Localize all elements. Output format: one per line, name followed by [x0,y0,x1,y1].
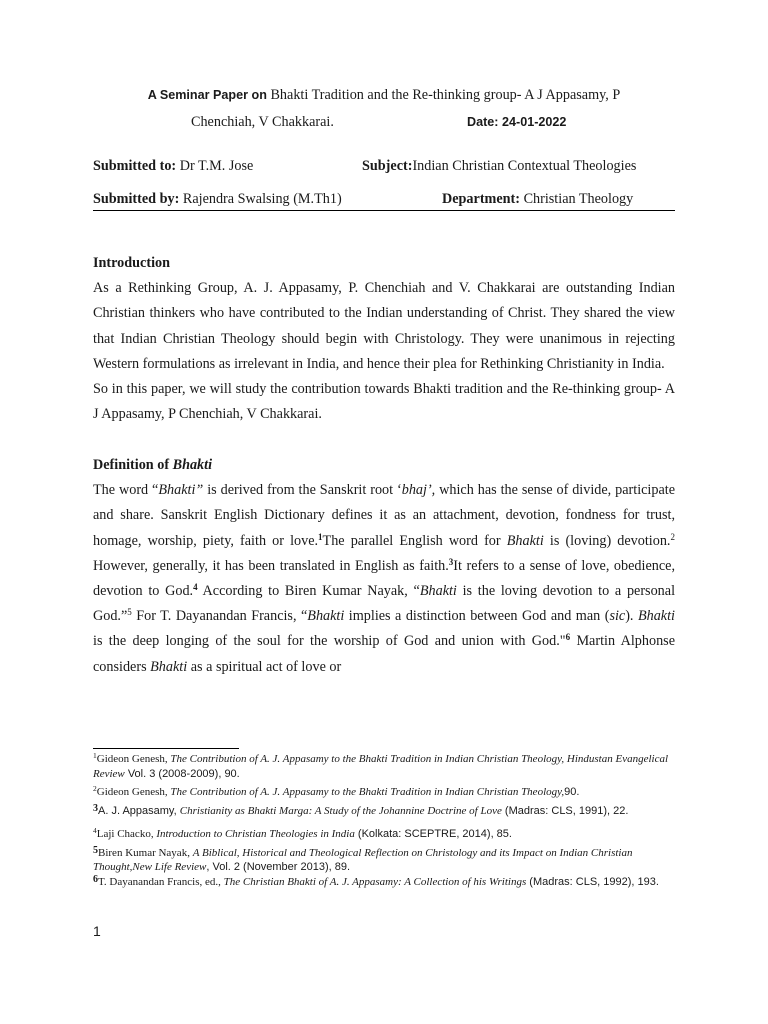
department-value: Christian Theology [523,191,634,207]
footnote-text: , Vol. 2 (November 2013), 89. [206,861,351,873]
introduction-paragraph-1: As a Rethinking Group, A. J. Appasamy, P. Chenchiah and V. Chakkarai are outstanding Indian Christian thinkers who have contributed to the Indian understanding of Christ. They shared the view that Indian Christian Theology should begin with Christology. They were unanimous in rejecting Western formulations as irrelevant in India, and hence their plea for Rethinking Christianity in India. [93,280,675,372]
footnote-4 [93,827,675,842]
italic-run: Bhakti [150,658,188,675]
footnote-3 [93,804,675,819]
introduction-heading: Introduction [93,255,170,271]
footnote-text: Biren Kumar Nayak, [98,846,193,859]
footnote-title: The Contribution of A. J. Appasamy to the Bhakti Tradition in Indian Christian Theology, [170,786,565,798]
footnote-5 [93,846,675,875]
footnote-title: Introduction to Christian Theologies in India [156,828,355,840]
text-run: However, generally, it has been translated in English as faith. [93,557,449,574]
footnote-text: A. J. Appasamy, [98,804,180,817]
footnote-1 [93,752,675,781]
text-run: Martin Alphonse considers [93,633,675,675]
text-run: is the deep longing of the soul for the worship of God and union with God." [93,633,566,650]
footnote-text: 90. [564,786,580,798]
submitted-to-row [93,158,253,175]
footnote-text: (Madras: CLS, 1992), 193. [526,875,659,888]
footnote-number: 5 [93,844,98,856]
footnote-2 [93,785,675,800]
footnote-ref-5[interactable]: 5 [127,607,132,618]
subject-value: Indian Christian Contextual Theologies [412,158,637,174]
footnote-ref-4[interactable]: 4 [193,581,198,592]
spacer [93,427,675,453]
title-lead: A Seminar Paper on [147,88,267,102]
submitted-to-label: Submitted to: [93,158,177,174]
department-row [442,191,633,208]
submitted-by-value: Rajendra Swalsing (M.Th1) [182,191,342,207]
footnote-ref-2[interactable]: 2 [670,531,675,542]
submitted-to-value: Dr T.M. Jose [179,158,254,174]
introduction-paragraph-2: So in this paper, we will study the contribution towards Bhakti tradition and the Re-thinking group- A J Appasamy, P Chenchiah, V Chakkarai. [93,381,675,423]
footnote-text: Vol. 3 (2008-2009), 90. [124,767,240,780]
definition-paragraph [93,478,675,680]
italic-run: Bhakti [419,582,457,599]
date-label: Date: 24-01-2022 [467,115,567,129]
text-run: is (loving) devotion. [543,532,671,549]
definition-heading-italic: Bhakti [172,456,213,473]
italic-run: bhaj’, [401,482,436,499]
footnotes [93,752,675,893]
footnote-separator [93,748,239,749]
footnote-text: Laji Chacko, [96,828,157,840]
italic-run: sic [609,608,626,625]
footnote-title: A Biblical, Historical and Theological Reflection on Christology and its Impact on Indian Christian Thought,New Life Review [93,846,633,873]
text-run: The parallel English word for [322,532,507,549]
italic-run: Bhakti [307,608,345,625]
footnote-text: Gideon Genesh, [96,753,171,765]
footnote-number: 1 [93,751,97,760]
definition-heading-text: Definition of [93,456,173,473]
footnote-number: 4 [93,826,97,835]
italic-run: Bhakti” [158,482,204,499]
title-main-line2: Chenchiah, V Chakkarai. [191,114,334,130]
text-run: as a spiritual act of love or [187,658,342,675]
footnote-number: 6 [93,873,98,885]
submitted-by-label: Submitted by: [93,191,180,207]
text-run: It refers to a sense of love, obedience, devotion to God. [93,557,675,599]
text-run: is derived from the Sanskrit root ‘ [203,482,402,499]
footnote-text: Gideon Genesh, [96,786,171,798]
footnote-title: The Christian Bhakti of A. J. Appasamy: A Collection of his Writings [223,875,527,888]
definition-heading [93,453,675,478]
text-run: For T. Dayanandan Francis, “ [131,608,308,625]
subject-label: Subject: [362,158,413,174]
paper-title [0,87,768,104]
footnote-title: The Contribution of A. J. Appasamy to the Bhakti Tradition in Indian Christian Theology, Hindustan Evangelical Review [93,753,669,780]
footnote-number: 3 [93,802,98,814]
title-main-line1: Bhakti Tradition and the Re-thinking group- A J Appasamy, P [270,87,621,103]
footnote-text: (Madras: CLS, 1991), 22. [501,804,629,817]
footnote-6 [93,875,675,890]
italic-run: Bhakti [506,532,544,549]
footnote-text: T. Dayanandan Francis, ed., [98,875,224,888]
footnote-ref-3[interactable]: 3 [448,556,454,567]
body-text [93,251,675,680]
footnote-ref-1[interactable]: 1 [318,531,323,542]
footnote-number: 2 [93,784,97,793]
submitted-by-row [93,191,342,208]
text-run: The word “ [93,482,159,499]
footnote-ref-6[interactable]: 6 [565,632,571,643]
subject-row [362,158,636,175]
footnote-title: Christianity as Bhakti Marga: A Study of the Johannine Doctrine of Love [179,804,502,817]
page-number: 1 [93,923,101,939]
text-run: implies a distinction between God and man ( [344,608,610,625]
department-label: Department: [442,191,521,207]
text-run: ). [625,608,638,625]
text-run: which has the sense of divide, participate and share. Sanskrit English Dictionary defines it as an attachment, devotion, fondness for trust, homage, worship, piety, faith or love. [93,482,676,549]
header-rule [93,210,675,211]
text-run: is the loving devotion to a personal God.” [93,582,676,625]
italic-run: Bhakti [637,608,675,625]
text-run: According to Biren Kumar Nayak, “ [197,582,420,599]
footnote-text: (Kolkata: SCEPTRE, 2014), 85. [354,828,512,840]
